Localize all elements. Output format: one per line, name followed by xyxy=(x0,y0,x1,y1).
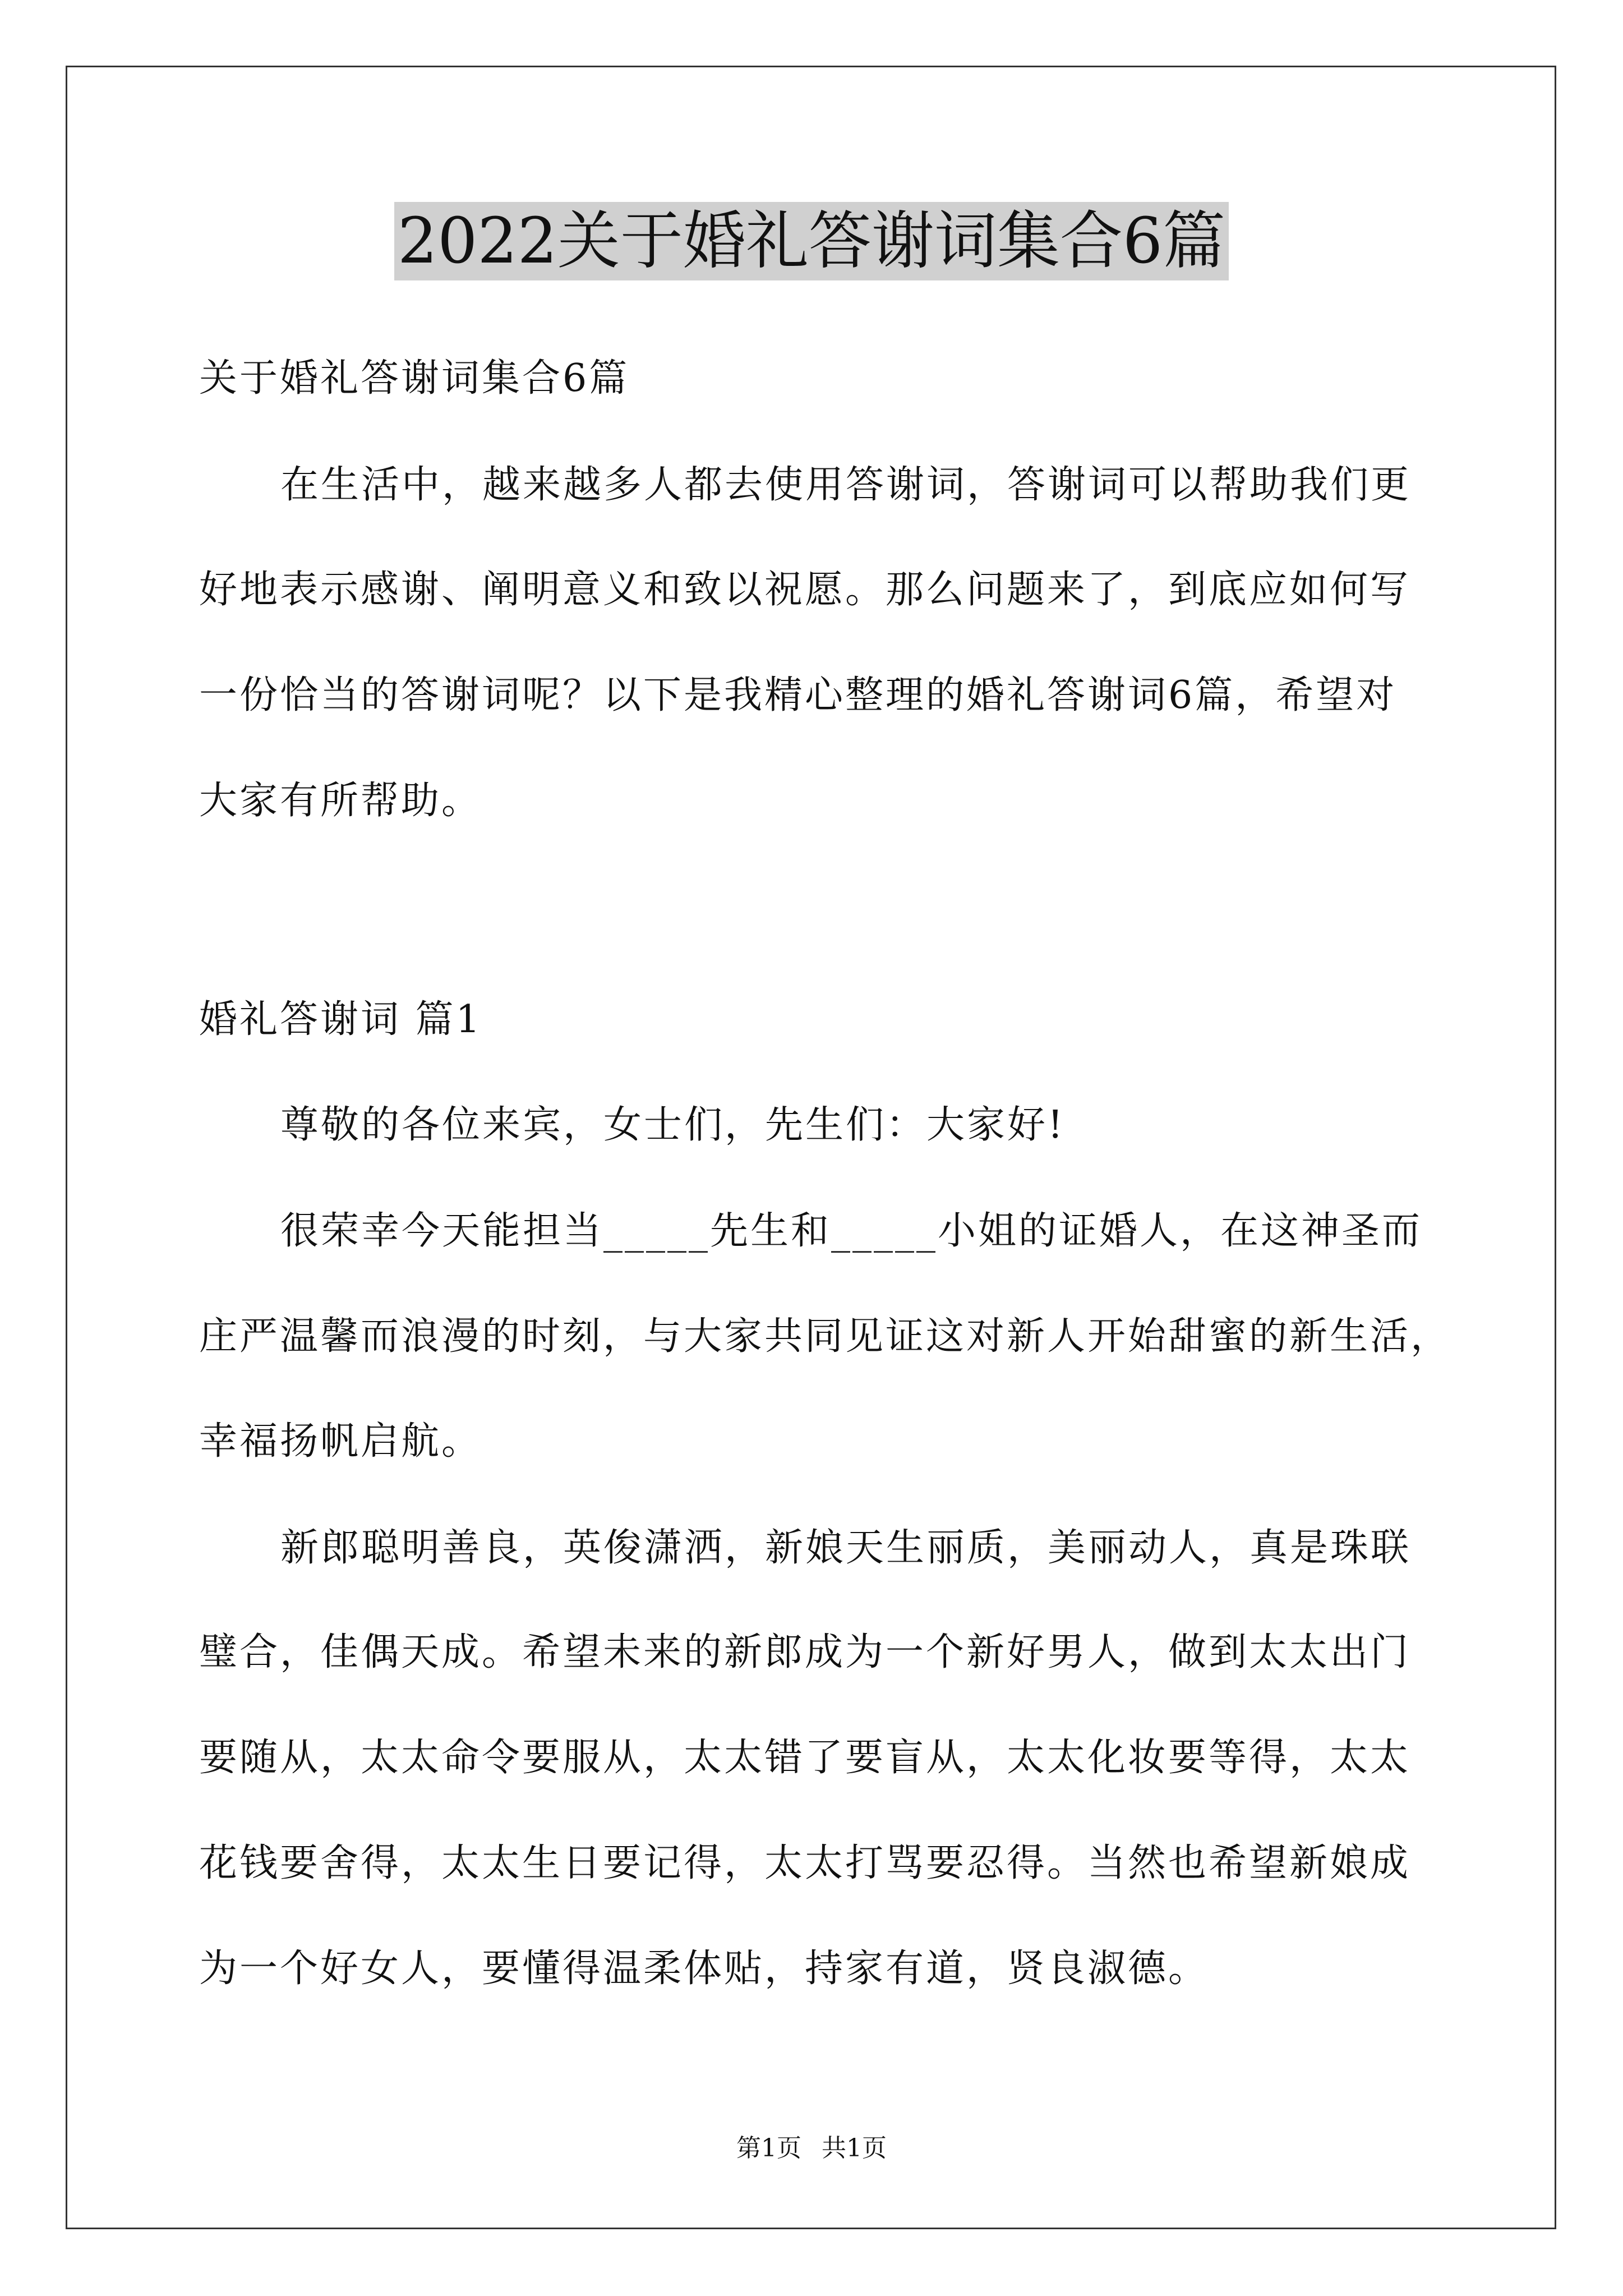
para1-line-1: 很荣幸今天能担当_____先生和_____小姐的证婚人，在这神圣而 xyxy=(280,1209,1423,1253)
para2-line-4: 花钱要舍得，太太生日要记得，太太打骂要忍得。当然也希望新娘成 xyxy=(199,1841,1411,1885)
intro-line-4: 大家有所帮助。 xyxy=(199,779,482,823)
document-title: 2022关于婚礼答谢词集合6篇 xyxy=(394,202,1229,280)
intro-line-3: 一份恰当的答谢词呢？以下是我精心整理的婚礼答谢词6篇，希望对 xyxy=(199,673,1397,717)
para2-line-1: 新郎聪明善良，英俊潇洒，新娘天生丽质，美丽动人，真是珠联 xyxy=(280,1526,1412,1570)
para2-line-2: 璧合，佳偶天成。希望未来的新郎成为一个新好男人，做到太太出门 xyxy=(199,1630,1411,1674)
para1-line-2: 庄严温馨而浪漫的时刻，与大家共同见证这对新人开始甜蜜的新生活， xyxy=(199,1314,1451,1359)
section-heading: 婚礼答谢词 篇1 xyxy=(199,997,482,1042)
para1-line-3: 幸福扬帆启航。 xyxy=(199,1419,482,1464)
para2-line-5: 为一个好女人，要懂得温柔体贴，持家有道，贤良淑德。 xyxy=(199,1947,1209,1991)
greeting: 尊敬的各位来宾，女士们，先生们：大家好! xyxy=(280,1103,1066,1147)
para2-line-3: 要随从，太太命令要服从，太太错了要盲从，太太化妆要等得，太太 xyxy=(199,1736,1411,1780)
subtitle: 关于婚礼答谢词集合6篇 xyxy=(199,356,630,401)
title-wrap xyxy=(0,202,1623,280)
page-total: 共1页 xyxy=(822,2134,887,2162)
intro-line-2: 好地表示感谢、阐明意义和致以祝愿。那么问题来了，到底应如何写 xyxy=(199,568,1411,612)
page-footer xyxy=(0,2132,1623,2165)
intro-line-1: 在生活中，越来越多人都去使用答谢词，答谢词可以帮助我们更 xyxy=(280,463,1412,507)
page-number: 第1页 xyxy=(736,2134,801,2162)
